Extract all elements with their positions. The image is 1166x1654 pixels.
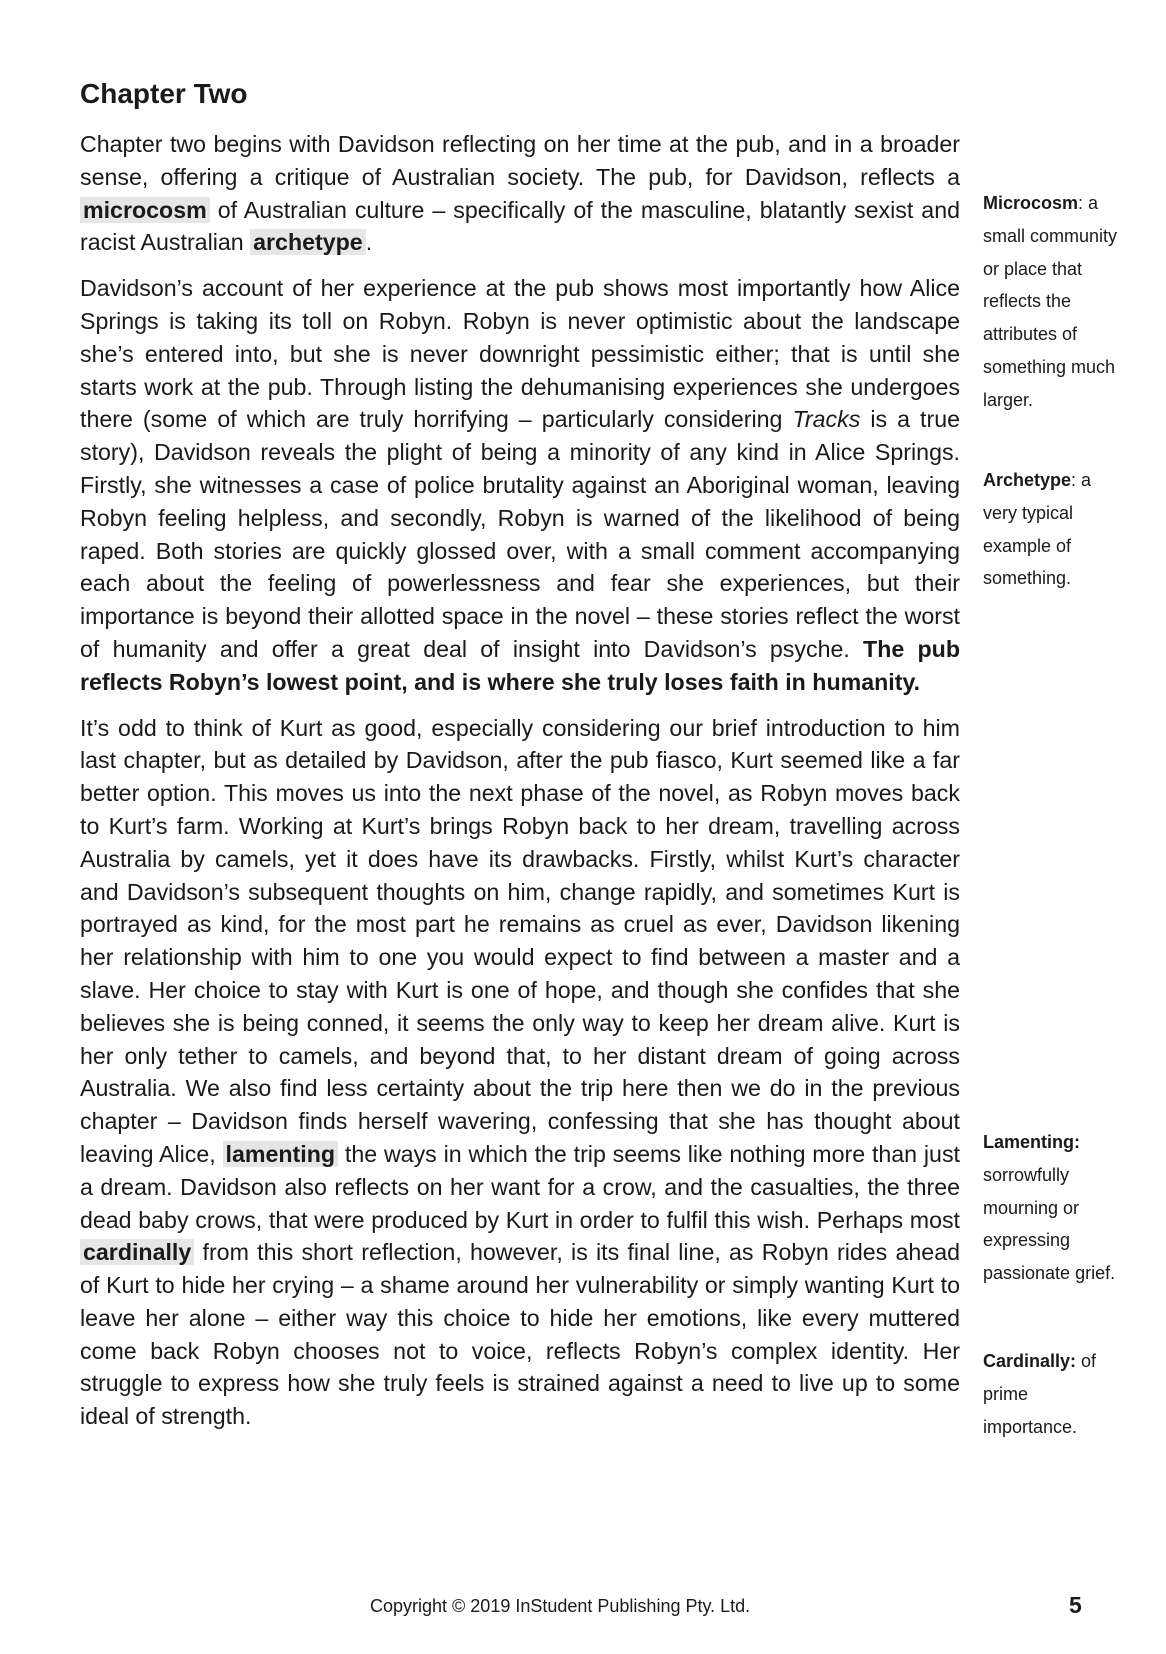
glossary-cardinally: Cardinally: of prime importance. [983,1351,1097,1437]
copyright-notice: Copyright © 2019 InStudent Publishing Pty. Ltd. [370,1596,751,1616]
keyword-cardinally: cardinally [80,1239,194,1265]
bold-statement: The pub reflects Robyn’s lowest point, and is where she truly loses faith in humanity. [80,635,960,695]
paragraph-3: It’s odd to think of Kurt as good, especially considering our brief introduction to him last chapter, but as detailed by Davidson, after the pub fiasco, Kurt seemed like a far better option. This moves us into the next phase of the novel, as Robyn moves back to Kurt’s farm. Working at Kurt’s brings Robyn back to her dream, travelling across Australia by camels, yet it does have its drawbacks. Firstly, whilst Kurt’s character and Davidson’s subsequent thoughts on him, change rapidly, and sometimes Kurt is portrayed as kind, for the most part he remains as cruel as ever, Davidson likening her relationship with him to one you would expect to find between a master and a slave. Her choice to stay with Kurt is one of hope, and though she confides that she believes she is being conned, it seems the only way to keep her dream alive. Kurt is her only tether to camels, and beyond that, to her distant dream of going across Australia. We also find less certainty about the trip here then we do in the previous chapter – Davidson finds herself wavering, confessing that she has thought about leaving Alice, lamenting the ways in which the trip seems like nothing more than just a dream. Davidson also reflects on her want for a crow, and the casualties, the three dead baby crows, that were produced by Kurt in order to fulfil this wish. Perhaps most cardinally from this short reflection, however, is its final line, as Robyn rides ahead of Kurt to hide her crying – a shame around her vulnerability or simply wanting Kurt to leave her alone – either way this choice to hide her emotions, like every muttered come back Robyn chooses not to voice, reflects Robyn’s complex identity. Her struggle to express how she truly feels is strained against a need to live up to some ideal of strength. [80,714,960,1430]
glossary-microcosm: Microcosm: a small community or place that reflects the attributes of something much larger. [983,193,1118,410]
keyword-lamenting: lamenting [223,1141,339,1167]
page-number: 5 [1069,1592,1082,1618]
book-title: Tracks [792,406,861,433]
keyword-archetype: archetype [250,229,366,255]
glossary-archetype: Archetype: a very typical example of something. [983,470,1092,589]
main-text [80,128,960,1446]
chapter-title: Chapter Two [80,78,248,109]
keyword-microcosm: microcosm [80,197,210,223]
paragraph-2: Davidson’s account of her experience at the pub shows most importantly how Alice Springs is taking its toll on Robyn. Robyn is never optimistic about the landscape she’s entered into, but she is never downright pessimistic either; that is until she starts work at the pub. Through listing the dehumanising experiences she undergoes there (some of which are truly horrifying – particularly considering Tracks is a true story), Davidson reveals the plight of being a minority of any kind in Alice Springs. Firstly, she witnesses a case of police brutality against an Aboriginal woman, leaving Robyn feeling helpless, and secondly, Robyn is warned of the likelihood of being raped. Both stories are quickly glossed over, with a small comment accompanying each about the feeling of powerlessness and fear she experiences, but their importance is beyond their allotted space in the novel – these stories reflect the worst of humanity and offer a great deal of insight into Davidson’s psyche. The pub reflects Robyn’s lowest point, and is where she truly loses faith in humanity. [80,275,960,695]
paragraph-1: Chapter two begins with Davidson reflecting on her time at the pub, and in a broader sense, offering a critique of Australian society. The pub, for Davidson, reflects a microcosm of Australian culture – specifically of the masculine, blatantly sexist and racist Australian archetype . [80,131,960,256]
glossary-lamenting: Lamenting: sorrowfully mourning or expressing passionate grief. [983,1132,1116,1284]
